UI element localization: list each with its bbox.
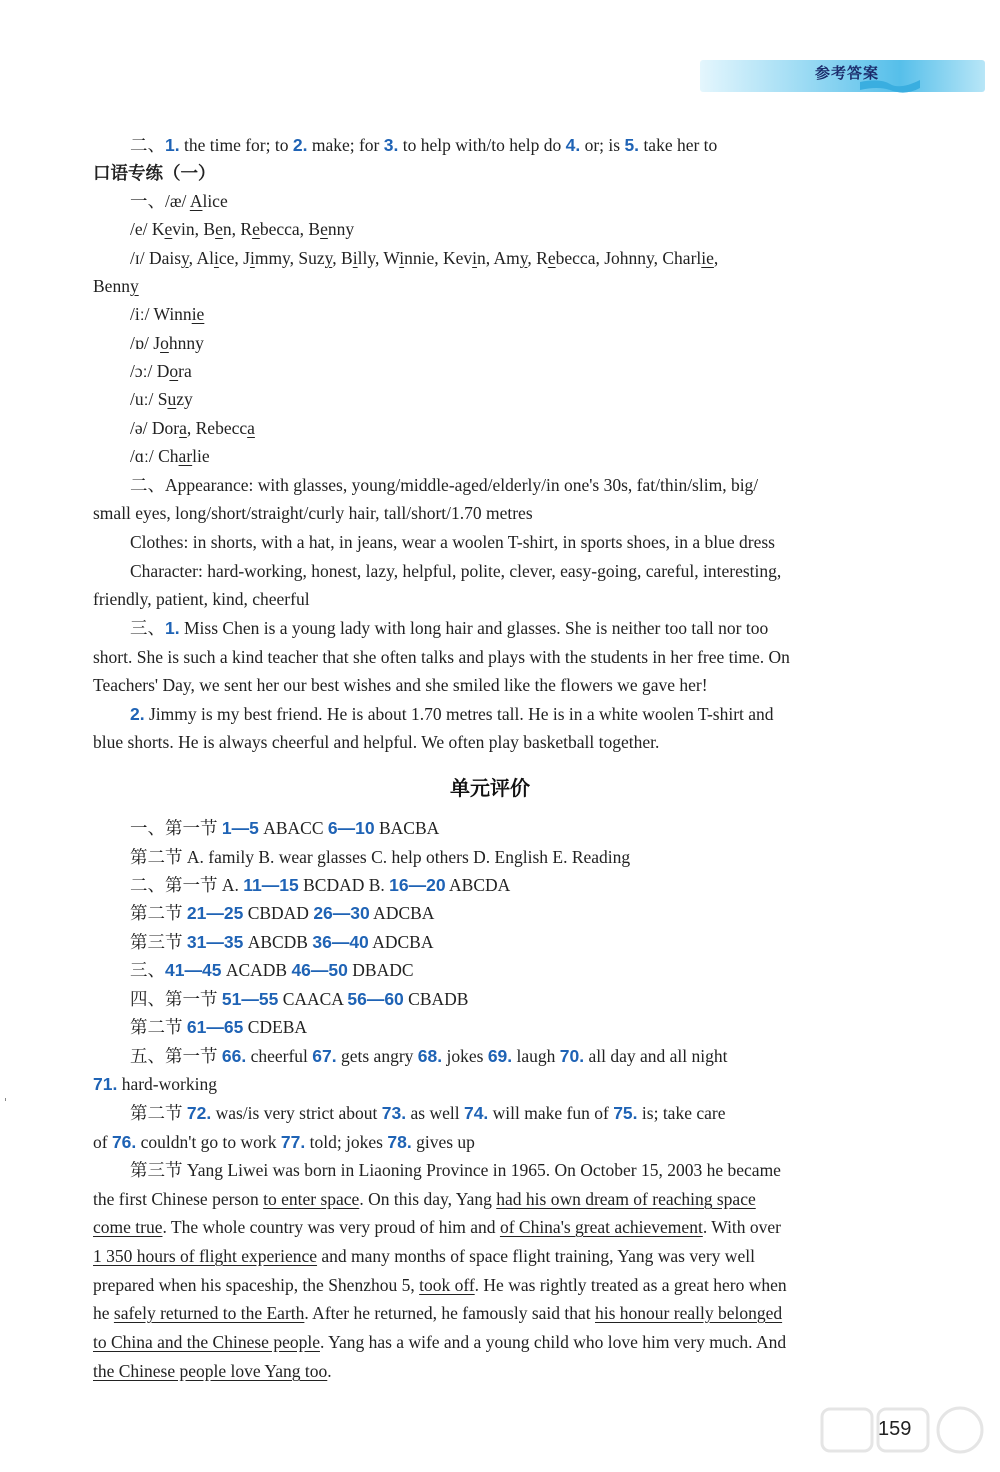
text-segment: told; jokes — [305, 1132, 388, 1152]
text-segment: /ɪ/ Dais — [130, 248, 182, 268]
text-line — [93, 1360, 332, 1382]
text-line — [93, 1188, 756, 1210]
text-line — [130, 1016, 307, 1038]
text-segment: Miss Chen is a young lady with long hair and glasses. She is neither too tall nor too — [179, 618, 769, 638]
text-segment: , Al — [188, 248, 214, 268]
text-segment: Jimmy is my best friend. He is about 1.70 metres tall. He is in a white woolen T-shirt and — [144, 704, 774, 724]
text-line — [130, 931, 433, 953]
text-segment: Clothes: in shorts, with a hat, in jeans, wear a woolen T-shirt, in sports shoes, in a blue dress — [130, 532, 775, 552]
text-segment: /ɔː/ D — [130, 361, 170, 381]
underlined-text: his honour really belonged — [595, 1303, 783, 1323]
text-line — [130, 846, 630, 868]
text-line — [130, 417, 255, 439]
underlined-text: y — [324, 248, 333, 268]
text-segment: ABACC — [258, 818, 328, 838]
underlined-text: e — [215, 219, 223, 239]
text-line — [93, 1131, 475, 1153]
text-line — [93, 1274, 787, 1296]
text-segment: , R — [527, 248, 548, 268]
item-number: 41—45 — [165, 960, 222, 980]
text-segment: zy — [176, 389, 193, 409]
underlined-text: a — [179, 418, 187, 438]
underlined-text: 1 350 hours of flight experience — [93, 1246, 318, 1266]
text-segment: 第三节 — [130, 932, 187, 952]
text-segment: make; for — [307, 135, 384, 155]
text-line — [130, 474, 758, 496]
underlined-text: y — [519, 248, 528, 268]
item-number: 2. — [130, 704, 145, 724]
text-segment: /iː/ Winn — [130, 304, 192, 324]
text-segment: take her to — [639, 135, 718, 155]
text-segment: Benn — [93, 276, 130, 296]
underlined-text: y — [129, 276, 139, 296]
text-line — [130, 988, 468, 1010]
item-number: 2. — [292, 135, 308, 155]
text-segment: . The whole country was very proud of him and — [162, 1217, 500, 1237]
item-number: 73. — [381, 1103, 407, 1123]
text-line — [93, 1073, 217, 1095]
underlined-text: i — [213, 248, 219, 268]
header-label: 参考答案 — [815, 64, 880, 82]
underlined-text: o — [169, 361, 179, 381]
text-segment: all day and all night — [584, 1046, 728, 1066]
text-segment: short. She is such a kind teacher that she often talks and plays with the students in her free time. On — [93, 647, 790, 667]
item-number: 69. — [487, 1046, 513, 1066]
text-segment: . — [327, 1361, 332, 1381]
text-segment: ADCBA — [368, 932, 434, 952]
text-segment: the first Chinese person — [93, 1189, 264, 1209]
text-segment: mmy, Suz — [254, 248, 325, 268]
text-segment: n, Am — [477, 248, 520, 268]
text-line — [130, 617, 768, 639]
text-segment: becca, B — [259, 219, 321, 239]
text-segment: 一、第一节 — [130, 818, 222, 838]
text-segment: , Rebecc — [186, 418, 248, 438]
text-line — [130, 531, 775, 553]
text-segment: lie — [192, 446, 210, 466]
text-segment: 三、 — [130, 618, 165, 638]
text-line — [130, 1045, 727, 1067]
text-segment: /ɒ/ J — [130, 333, 161, 353]
text-line — [130, 247, 718, 269]
text-segment: lly, W — [357, 248, 400, 268]
text-segment: 四、第一节 — [130, 989, 222, 1009]
text-line — [130, 874, 510, 896]
text-line — [130, 360, 192, 382]
text-segment: gives up — [411, 1132, 475, 1152]
text-segment: Character: hard-working, honest, lazy, helpful, polite, clever, easy-going, careful, interesting, — [130, 561, 782, 581]
margin-mark — [5, 1098, 6, 1101]
item-number: 3. — [383, 135, 399, 155]
item-number: 76. — [111, 1132, 137, 1152]
underlined-text: A — [189, 191, 203, 211]
underlined-text: e — [252, 219, 260, 239]
text-segment: /uː/ S — [130, 389, 168, 409]
text-segment: hnny — [168, 333, 204, 353]
underlined-text: e — [547, 248, 556, 268]
text-segment: 第二节 — [130, 903, 187, 923]
item-number: 6—10 — [327, 818, 375, 838]
item-number: 77. — [280, 1132, 306, 1152]
text-line — [93, 1245, 755, 1267]
text-line — [130, 1102, 725, 1124]
text-segment: 二、第一节 A. — [130, 875, 244, 895]
text-line — [130, 1159, 781, 1181]
text-line — [130, 703, 774, 725]
text-segment: ra — [178, 361, 192, 381]
text-line — [130, 388, 193, 410]
text-segment: of — [93, 1132, 112, 1152]
text-segment: couldn't go to work — [136, 1132, 281, 1152]
text-segment: 五、第一节 — [130, 1046, 222, 1066]
text-line — [93, 674, 708, 696]
text-segment: 二、Appearance: with glasses, young/middle-aged/elderly/in one's 30s, fat/thin/slim, big/ — [130, 475, 759, 495]
text-segment: CDEBA — [243, 1017, 307, 1037]
item-number: 1—5 — [221, 818, 259, 838]
text-segment: gets angry — [336, 1046, 418, 1066]
text-segment: lice — [202, 191, 228, 211]
text-segment: nnie, Kev — [404, 248, 473, 268]
text-line — [130, 560, 781, 582]
text-line — [93, 1331, 786, 1353]
underlined-text: i — [249, 248, 255, 268]
item-number: 16—20 — [389, 875, 446, 895]
text-segment: prepared when his spaceship, the Shenzhou 5, — [93, 1275, 420, 1295]
item-number: 74. — [463, 1103, 489, 1123]
text-segment: n, R — [222, 219, 253, 239]
text-segment: , — [713, 248, 719, 268]
text-segment: becca, Johnny, Charl — [555, 248, 702, 268]
section-title: 单元评价 — [450, 776, 530, 800]
item-number: 36—40 — [312, 932, 369, 952]
text-segment: . He was rightly treated as a great hero when — [474, 1275, 787, 1295]
item-number: 31—35 — [186, 932, 244, 952]
text-segment: /ɑː/ Ch — [130, 446, 179, 466]
underlined-text: e — [320, 219, 328, 239]
text-segment: . With over — [702, 1217, 782, 1237]
underlined-text: e — [164, 219, 173, 239]
item-number: 26—30 — [313, 903, 370, 923]
text-segment: ABCDB — [243, 932, 313, 952]
text-line — [130, 134, 717, 156]
text-line — [93, 1216, 781, 1238]
text-segment: blue shorts. He is always cheerful and helpful. We often play basketball together. — [93, 732, 660, 752]
text-segment: . After he returned, he famously said that — [304, 1303, 595, 1323]
item-number: 71. — [93, 1074, 118, 1094]
text-segment: CBADB — [403, 989, 469, 1009]
text-segment: ABCDA — [445, 875, 511, 895]
underlined-text: had his own dream of reaching space — [496, 1189, 756, 1209]
item-number: 61—65 — [186, 1017, 244, 1037]
item-number: 72. — [186, 1103, 212, 1123]
item-number: 66. — [221, 1046, 247, 1066]
text-line — [130, 218, 354, 240]
text-segment: is; take care — [637, 1103, 726, 1123]
text-segment: BCDAD B. — [298, 875, 390, 895]
underlined-text: to China and the Chinese people — [93, 1332, 320, 1352]
text-segment: 口语专练（一） — [93, 163, 216, 183]
text-segment: /ə/ Dor — [130, 418, 180, 438]
text-segment: laugh — [512, 1046, 560, 1066]
text-segment: hard-working — [117, 1074, 217, 1094]
underlined-text: of China's great achievement — [499, 1217, 703, 1237]
item-number: 56—60 — [347, 989, 404, 1009]
item-number: 1. — [165, 135, 180, 155]
text-segment: or; is — [580, 135, 625, 155]
text-segment: he — [93, 1303, 114, 1323]
text-segment: will make fun of — [488, 1103, 614, 1123]
text-segment: Teachers' Day, we sent her our best wishes and she smiled like the flowers we gave her! — [93, 675, 708, 695]
underlined-text: come true — [93, 1217, 163, 1237]
text-segment: ADCBA — [369, 903, 435, 923]
text-line — [130, 902, 434, 924]
text-segment: was/is very strict about — [211, 1103, 382, 1123]
page-number: 159 — [878, 1418, 912, 1440]
text-segment: CAACA — [278, 989, 348, 1009]
text-segment: nny — [327, 219, 355, 239]
underlined-text: i — [399, 248, 405, 268]
underlined-text: u — [167, 389, 177, 409]
text-line — [130, 190, 228, 212]
underlined-text: safely returned to the Earth — [113, 1303, 305, 1323]
text-line — [93, 646, 790, 668]
underlined-text: ie — [701, 248, 714, 268]
text-segment: cheerful — [246, 1046, 313, 1066]
text-segment: 一、/æ/ — [130, 191, 190, 211]
underlined-text: ie — [191, 304, 205, 324]
text-line — [93, 502, 533, 524]
item-number: 5. — [624, 135, 640, 155]
text-segment: BACBA — [374, 818, 440, 838]
item-number: 21—25 — [186, 903, 244, 923]
text-segment: to help with/to help do — [398, 135, 566, 155]
text-segment: jokes — [442, 1046, 488, 1066]
item-number: 70. — [559, 1046, 585, 1066]
text-segment: small eyes, long/short/straight/curly hair, tall/short/1.70 metres — [93, 503, 533, 523]
text-line — [130, 817, 439, 839]
text-segment: 三、 — [130, 960, 165, 980]
text-line — [130, 303, 204, 325]
underlined-text: ar — [178, 446, 193, 466]
text-segment: vin, B — [172, 219, 216, 239]
text-segment: 二、 — [130, 135, 165, 155]
item-number: 75. — [613, 1103, 638, 1123]
text-line — [93, 1302, 782, 1324]
item-number: 51—55 — [221, 989, 279, 1009]
item-number: 68. — [417, 1046, 443, 1066]
text-segment: 第三节 Yang Liwei was born in Liaoning Province in 1965. On October 15, 2003 he became — [130, 1160, 781, 1180]
text-segment: . On this day, Yang — [359, 1189, 497, 1209]
text-segment: 第二节 A. family B. wear glasses C. help others D. English E. Reading — [130, 847, 631, 867]
text-line — [93, 162, 216, 184]
text-line — [130, 445, 210, 467]
item-number: 4. — [565, 135, 581, 155]
item-number: 11—15 — [243, 875, 299, 895]
underlined-text: i — [472, 248, 477, 268]
underlined-text: to enter space — [263, 1189, 360, 1209]
item-number: 46—50 — [291, 960, 348, 980]
text-segment: /e/ K — [130, 219, 165, 239]
text-segment: CBDAD — [243, 903, 314, 923]
text-line — [93, 731, 659, 753]
underlined-text: the Chinese people love Yang too — [93, 1361, 328, 1381]
underlined-text: took off — [419, 1275, 475, 1295]
text-segment: the time for; to — [179, 135, 293, 155]
underlined-text: o — [160, 333, 169, 353]
item-number: 67. — [312, 1046, 337, 1066]
text-segment: friendly, patient, kind, cheerful — [93, 589, 310, 609]
text-line — [93, 275, 139, 297]
text-line — [130, 959, 414, 981]
item-number: 1. — [165, 618, 180, 638]
underlined-text: i — [352, 248, 358, 268]
text-segment: 第二节 — [130, 1103, 187, 1123]
text-segment: ce, J — [218, 248, 250, 268]
text-segment: and many months of space flight training, Yang was very well — [317, 1246, 755, 1266]
text-segment: as well — [406, 1103, 464, 1123]
text-segment: DBADC — [347, 960, 414, 980]
item-number: 78. — [387, 1132, 412, 1152]
text-segment: , B — [332, 248, 353, 268]
text-segment: . Yang has a wife and a young child who love him very much. And — [319, 1332, 787, 1352]
text-line — [93, 588, 310, 610]
underlined-text: y — [181, 248, 189, 268]
underlined-text: a — [247, 418, 255, 438]
text-line — [130, 332, 204, 354]
text-segment: 第二节 — [130, 1017, 187, 1037]
text-segment: ACADB — [221, 960, 292, 980]
